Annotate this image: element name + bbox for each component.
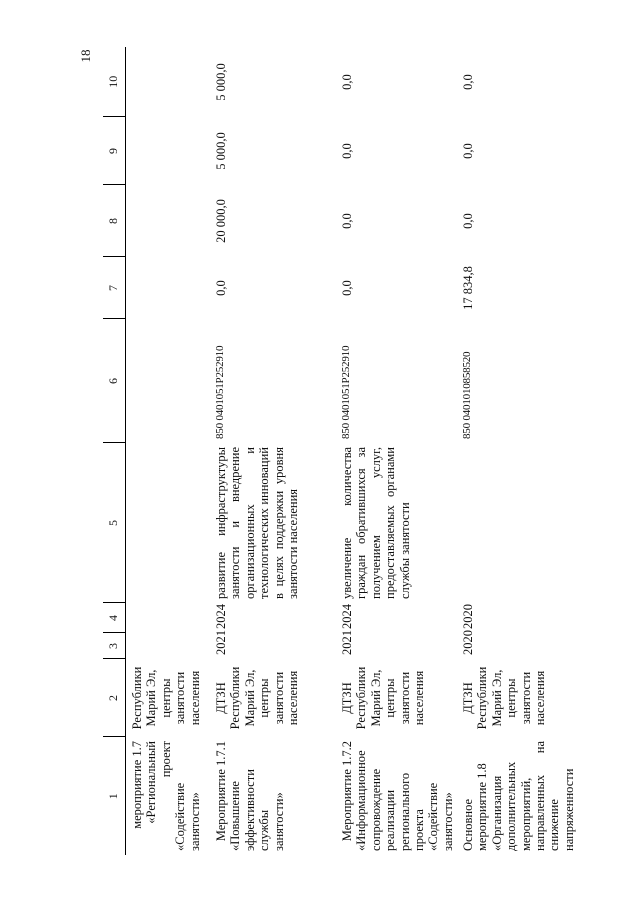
column-number: 2 (103, 659, 126, 737)
start-year-cell: 2021 (214, 630, 228, 655)
budget-code-cell: 850 0401010858520 (461, 351, 473, 439)
value-col8-cell: 0,0 (461, 213, 475, 229)
budget-code-cell: 850 0401051P252910 (340, 345, 352, 439)
table-row (210, 47, 336, 855)
page-number: 18 (78, 49, 93, 63)
value-col8-cell: 20 000,0 (214, 199, 228, 243)
value-col7-cell: 0,0 (214, 280, 228, 296)
rotated-table-container (103, 47, 593, 855)
value-col10-cell: 0,0 (461, 74, 475, 90)
measure-name-line: Мероприятие 1.7.1 (214, 741, 228, 842)
column-number-row (103, 47, 126, 855)
table-row (126, 47, 211, 855)
column-number: 5 (103, 443, 126, 603)
end-year-cell: 2024 (340, 604, 354, 629)
value-col7-cell: 0,0 (340, 280, 354, 296)
measure-name-cell (336, 737, 457, 855)
measure-name-cell (457, 737, 583, 855)
measure-name-line: Мероприятие 1.7.2 (340, 741, 354, 842)
measure-name-line: «Содействие занятости» (173, 782, 202, 851)
measure-name-line: занятости» (271, 792, 286, 851)
budget-code-cell: 850 0401051P252910 (214, 345, 226, 439)
budget-code-cell (126, 319, 211, 443)
table-row (457, 47, 583, 855)
measure-name-line: «Информационное сопровождение реализации регионального проекта «Содействие занятости» (354, 750, 455, 851)
column-number: 4 (103, 603, 126, 633)
start-year-cell (126, 633, 211, 659)
executor-cell: Республики Марий Эл, центры занятости населения (130, 666, 202, 730)
column-number: 10 (103, 47, 126, 117)
value-col9-cell: 0,0 (340, 143, 354, 159)
start-year-cell: 2020 (461, 630, 475, 655)
column-number: 3 (103, 633, 126, 659)
value-col10-cell: 5 000,0 (214, 63, 228, 101)
start-year-cell: 2021 (340, 630, 354, 655)
measure-name-cell (210, 737, 336, 855)
value-col10-cell (126, 47, 211, 117)
column-number: 8 (103, 185, 126, 257)
measure-name-line: мероприятие 1.8 (475, 763, 490, 851)
result-cell: увеличение количества граждан обратившихся за получением услуг, предоставляемых органами службы занятости (340, 447, 412, 599)
result-cell (457, 443, 583, 603)
executor-cell: ДТЗН Республики Марий Эл, центры занятости населения (340, 666, 426, 730)
result-cell (126, 443, 211, 603)
end-year-cell: 2020 (461, 604, 475, 629)
measure-name-line: эффективности службы (242, 769, 272, 851)
result-cell: развитие инфраструктуры занятости и внедрение организационных и технологических инноваций в целях поддержки уровня занятости населения (214, 447, 300, 599)
end-year-cell (126, 603, 211, 633)
program-table (103, 47, 583, 855)
column-number: 6 (103, 319, 126, 443)
value-col7-cell (126, 257, 211, 319)
value-col8-cell (126, 185, 211, 257)
measure-name-line: «Повышение (228, 781, 243, 851)
value-col9-cell: 5 000,0 (214, 132, 228, 170)
executor-cell: ДТЗН Республики Марий Эл, центры занятости населения (461, 666, 547, 730)
measure-name-line: Основное (461, 798, 475, 851)
measure-name-cell (126, 737, 211, 855)
value-col9-cell: 0,0 (461, 143, 475, 159)
end-year-cell: 2024 (214, 604, 228, 629)
column-number: 7 (103, 257, 126, 319)
value-col7-cell: 17 834,8 (461, 266, 475, 310)
measure-name-line: «Организация дополнительных мероприятий, направленных на снижение напряженности (489, 741, 576, 851)
measure-name-line: мероприятие 1.7 (130, 741, 144, 829)
measure-name-line: «Региональный проект (144, 741, 173, 824)
value-col10-cell: 0,0 (340, 74, 354, 90)
value-col8-cell: 0,0 (340, 213, 354, 229)
executor-cell: ДТЗН Республики Марий Эл, центры занятости населения (214, 666, 300, 730)
table-row (336, 47, 457, 855)
column-number: 1 (103, 737, 126, 855)
value-col9-cell (126, 117, 211, 185)
column-number: 9 (103, 117, 126, 185)
